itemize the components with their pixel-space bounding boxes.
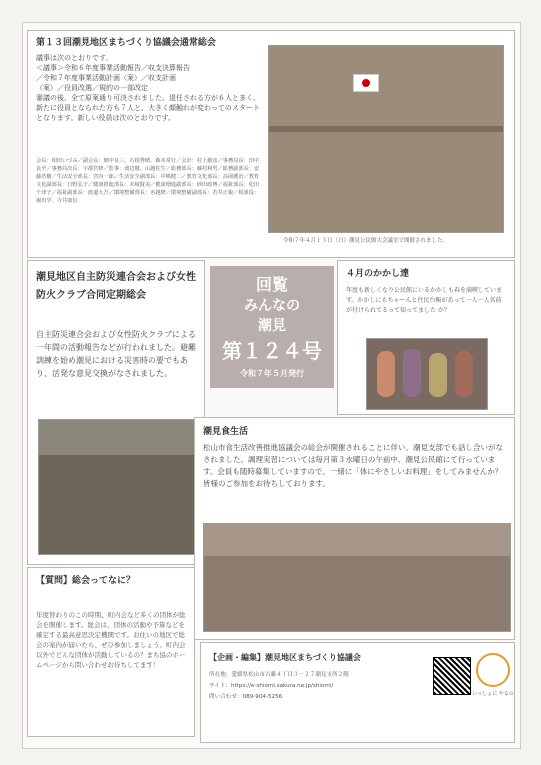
shoku-body: 松山市食生活改善推進協議会の総会が開催されることに伴い、潮見支部でも話し合いがなされました。調理実習については毎月第３水曜日の午前中、潮見公民館にて行っています。会員も随時募集していますので、一緒に「体にやさしいお料理」をしてみませんか？皆様のご参加をお待ちしております。 xyxy=(203,443,503,488)
bousai-body: 自主防災連合会および女性防火クラブによる一年間の活動報告などが行われました。避難訓練を始め潮見における災害時の要でもあり、活発な意見交換がなされました。 xyxy=(36,330,196,378)
footer-section xyxy=(200,642,515,743)
shoku-photo xyxy=(203,523,511,632)
bousai-photo xyxy=(38,419,200,555)
issue-date: 令和７年５月発行 xyxy=(240,369,304,378)
issue-kairan: 回覧 xyxy=(255,275,288,294)
qa-title: 【質問】総会ってなに？ xyxy=(36,576,136,586)
logo-text: いっしょに やるの xyxy=(472,691,514,697)
qa-body: 年度替わりのこの時期、町内会など多くの団体が総会を開催します。総会は、団体の活動や予算などを確定する最高意思決定機関です。お住いの地区で総会の案内が届いたら、ぜひ参加しましょう。町内会以外でどんな団体が活動しているの？まち協のホームページから問い合わせお待ちしてます！ xyxy=(36,611,186,669)
footer-title: 【企画・編集】潮見地区まちづくり協議会 xyxy=(209,653,361,662)
qr-code xyxy=(433,657,471,695)
meeting-section xyxy=(27,30,515,258)
issue-shiomi: 潮見 xyxy=(258,318,286,334)
logo-icon xyxy=(476,653,510,687)
kakashi-title: ４月のかかし達 xyxy=(346,269,410,279)
kakashi-photo xyxy=(366,338,488,410)
kakashi-section xyxy=(337,260,515,415)
shoku-title: 潮見食生活 xyxy=(203,427,249,437)
issue-minna: みんなの xyxy=(244,298,300,314)
shoku-section xyxy=(194,417,515,640)
meeting-body: 議事は次のとおりです。 ＜議事＞令和６年度事業活動報告／収支決算報告 ／令和７年度事業活動計画（案）／収支計画 （案）／役員改選／規約の一部改定 審議の後、全て原案通り可決されました。退任される方が６人と多く、新たに役員となられた方も７人と、大きく顔触れが変わってのスタートとなります。新しい役員は次のとおりです。 xyxy=(36,54,260,122)
meeting-photo xyxy=(268,45,504,233)
kakashi-body: 年度も新しくなり公民館にいるかかしも春を満喫しています。かかしにもちゃーんと住民台帳があって一人一人名前が付けられてるって知ってました か？ xyxy=(346,287,503,314)
qa-section xyxy=(27,567,195,737)
meeting-photo-caption: 令和７年４月１３日（日）潮見公民館大会議室で開催されました。 xyxy=(283,238,449,244)
footer-address: 所在地：愛媛県松山市吉藤４丁目３－２７潮見支所２階 xyxy=(209,672,349,678)
bousai-title: 潮見地区自主防災連合会および女性防火クラブ合同定期総会 xyxy=(36,272,196,301)
footer-tel: 問い合わせ：089-904-5256 xyxy=(209,694,283,700)
meeting-title: 第１３回潮見地区まちづくり協議会通常総会 xyxy=(36,38,216,48)
meeting-officers: 会長：相田いづみ／副会長：畑中良三、石根秀晴、森本常行／会計：村上敏彦／事務局長：田中良至／事務局次長：宇都宮修／監事：渡辺徹、山越佐生／総務部長：藤村和男／総務副部長：安藤浩樹／生活安全部長：宮内一郎／生活安全副部長：中嶋健二／教育文化部長：高岡護治／教育文化副部長：日野弘子／健康推進部長：末崎賢美／健康増進副部長：砂田政博／福祉部長：松田千津子／福祉副部長：渡邊大吾／環境整備部長：名越修／環境整備副部長：若井正俊／相談役：堀出学、寺井康信 xyxy=(36,158,260,204)
bousai-section xyxy=(27,260,205,565)
issue-banner xyxy=(210,266,334,388)
footer-site: サイト：https://e-shiomi.sakura.ne.jp/shiomi/ xyxy=(209,683,334,689)
issue-number: 第１２４号 xyxy=(222,339,322,363)
